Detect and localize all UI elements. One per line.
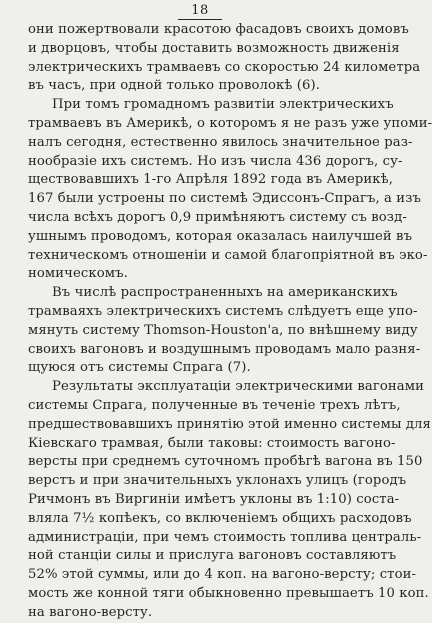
text-line: техническомъ отношеніи и самой благопріятной въ эко- [28, 247, 428, 263]
paragraph [28, 21, 421, 96]
text-line: Результаты эксплуатаціи электрическими вагонами [52, 379, 425, 395]
text-line: они пожертвовали красотою фасадовъ своихъ домовъ [28, 22, 409, 37]
page-number: 18 [191, 3, 209, 18]
body-text [28, 21, 432, 623]
text-line: трамваевъ въ Америкѣ, о которомъ я не разъ уже упоми- [28, 115, 432, 131]
text-line: администраціи, при чемъ стоимость топлива централь- [28, 529, 422, 545]
text-line: Ричмонъ въ Виргиніи имѣетъ уклоны въ 1:10) соста- [28, 491, 400, 507]
text-line: верстъ и при значительныхъ уклонахъ улицъ (городъ [28, 473, 407, 489]
text-line: 52% этой суммы, или до 4 коп. на вагоно-версту; стои- [28, 567, 417, 583]
header-rule [178, 19, 222, 20]
text-line: При томъ громадномъ развитіи электрическихъ [52, 97, 394, 113]
paragraph [28, 378, 431, 622]
text-line: Въ числѣ распространенныхъ на американскихъ [52, 285, 398, 301]
text-line: ушнымъ проводомъ, которая оказалась наилучшей въ [28, 228, 413, 244]
text-line: системы Спрага, полученные въ теченіе трехъ лѣтъ, [28, 397, 401, 413]
text-line: мость же конной тяги обыкновенно превышаетъ 10 коп. [28, 585, 429, 601]
text-line: на вагоно-версту. [28, 604, 153, 620]
paragraph [28, 284, 421, 378]
text-line: предшествовавшихъ принятію этой именно системы для [28, 416, 431, 432]
text-line: въ часъ, при одной только проволокѣ (6). [28, 78, 321, 94]
text-line: числа всѣхъ дорогъ 0,9 примѣняютъ систему съ возд- [28, 209, 407, 225]
text-line: 167 были устроены по системѣ Эдиссонъ-Спрагъ, а изъ [28, 191, 421, 207]
text-line: Кіевскаго трамвая, были таковы: стоимость вагоно- [28, 435, 396, 451]
text-line: мянуть систему Thomson-Houston'а, по внѣшнему виду [28, 322, 418, 338]
text-line: ществовавшихъ 1-го Апрѣля 1892 года въ Америкѣ, [28, 172, 393, 188]
paragraph [28, 96, 432, 284]
text-line: налъ сегодня, естественно явилось значительное раз- [28, 134, 413, 150]
text-line: номическомъ. [28, 266, 128, 282]
text-line: нообразіе ихъ системъ. Но изъ числа 436 дорогъ, су- [28, 153, 403, 169]
text-line: щуюся отъ системы Спрага (7). [28, 360, 251, 376]
text-line: своихъ вагоновъ и воздушнымъ проводамъ мало разня- [28, 341, 421, 357]
text-line: вляла 7½ копѣекъ, со включеніемъ общихъ расходовъ [28, 510, 412, 526]
text-line: ной станціи силы и прислуга вагоновъ составляютъ [28, 548, 397, 564]
text-line: и дворцовъ, чтобы доставить возможность движенія [28, 40, 400, 56]
text-line: трамваяхъ электрическихъ системъ слѣдуетъ еще упо- [28, 303, 418, 319]
text-line: электрическихъ трамваевъ со скоростью 24 километра [28, 59, 421, 75]
text-line: версты при среднемъ суточномъ пробѣгѣ вагона въ 150 [28, 454, 423, 470]
